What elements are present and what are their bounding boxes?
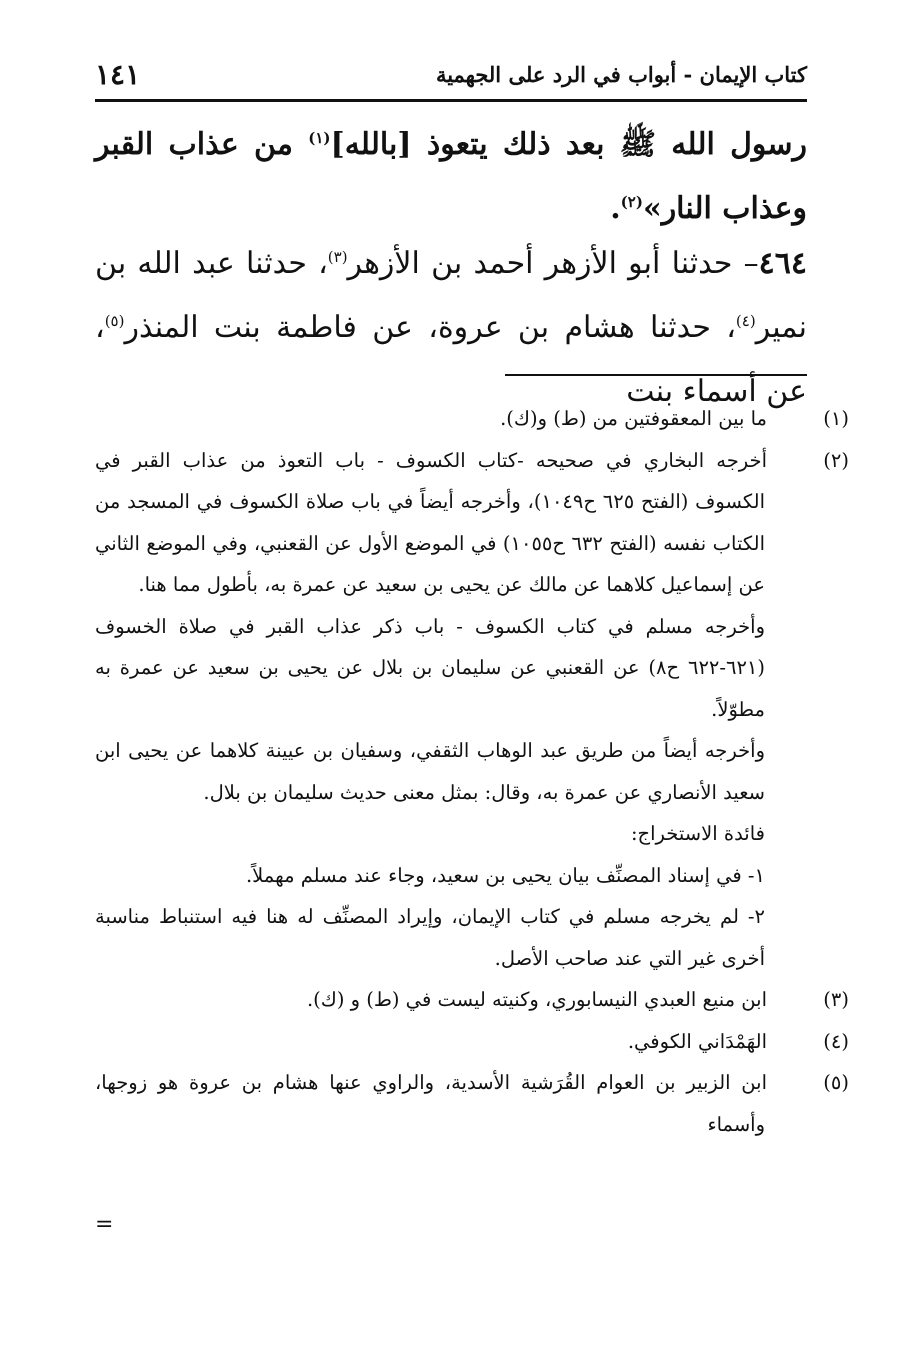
- footnote-5-number: (٥): [823, 1071, 849, 1094]
- hadith-part-1: حدثنا أبو الأزهر أحمد بن الأزهر: [347, 246, 733, 281]
- header-title: كتاب الإيمان - أبواب في الرد على الجهمية: [435, 62, 807, 87]
- quote-part-1: رسول الله ﷺ بعد ذلك يتعوذ [بالله]: [330, 127, 807, 162]
- footnote-ref-3: (٣): [327, 248, 348, 266]
- footnote-1: [95, 398, 849, 440]
- footnote-1-number: (١): [823, 407, 849, 430]
- hadith-part-4: ، عن أسماء بنت: [95, 310, 807, 409]
- hadith-paragraph: [95, 232, 807, 424]
- footnote-5: [95, 1062, 849, 1145]
- footnote-2-benefit-1: ١- في إسناد المصنِّف بيان يحيى بن سعيد، وجاء عند مسلم مهملاً.: [245, 863, 765, 887]
- footnote-divider: [505, 374, 807, 376]
- hadith-464: [95, 232, 807, 424]
- footnote-2-para-2: وأخرجه مسلم في كتاب الكسوف - باب ذكر عذاب القبر في صلاة الخسوف (٦٢١-٦٢٢ ح٨) عن القعنبي عن سليمان بن بلال عن يحيى بن سعيد عن عمرة به مطوّلاً.: [95, 614, 766, 721]
- footnote-2-para-1: أخرجه البخاري في صحيحه -كتاب الكسوف - باب التعوذ من عذاب القبر في الكسوف (الفتح ٦٢٥ ح١٠٤٩)، وأخرجه أيضاً في باب صلاة الكسوف في المسجد من الكتاب نفسه (الفتح ٦٣٢ ح١٠٥٥) في الموضع الأول عن القعنبي، وفي الموضع الثاني عن إسماعيل كلاهما عن مالك عن يحيى بن سعيد عن عمرة به، بأطول مما هنا.: [95, 448, 767, 596]
- footnote-2-benefit-2: ٢- لم يخرجه مسلم في كتاب الإيمان، وإيراد المصنِّف له هنا فيه استنباط مناسبة أخرى غير التي عند صاحب الأصل.: [95, 905, 765, 970]
- hadith-text-continuation: [95, 113, 807, 241]
- footnote-4-text: الهَمْدَاني الكوفي.: [627, 1029, 767, 1053]
- footnote-ref-5: (٥): [104, 312, 125, 330]
- quote-paragraph: [95, 113, 807, 241]
- hadith-part-2: ، حدثنا عبد الله بن نمير: [95, 246, 807, 345]
- footnote-3: [95, 979, 849, 1021]
- continuation-mark: =: [95, 1212, 114, 1237]
- footnote-ref-2: (٢): [620, 193, 643, 211]
- running-header: [95, 58, 807, 100]
- hadith-dash: –: [732, 246, 759, 281]
- footnote-3-number: (٣): [823, 988, 849, 1011]
- hadith-number: ٤٦٤: [758, 246, 807, 281]
- footnotes: [95, 398, 849, 1145]
- footnote-1-text: ما بين المعقوفتين من (ط) و(ك).: [500, 407, 767, 430]
- footnote-2: [95, 440, 849, 606]
- footnote-2-para-3: وأخرجه أيضاً من طريق عبد الوهاب الثقفي، وسفيان بن عيينة كلاهما عن يحيى ابن سعيد الأنصاري عن عمرة به، وقال: بمثل معنى حديث سليمان بن بلال.: [95, 739, 765, 804]
- hadith-part-3: ، حدثنا هشام بن عروة، عن فاطمة بنت المنذر: [124, 310, 736, 345]
- footnote-2-benefit-title: فائدة الاستخراج:: [630, 822, 765, 845]
- footnote-ref-4: (٤): [735, 312, 756, 330]
- footnote-5-text: ابن الزبير بن العوام القُرَشية الأسدية، والراوي عنها هشام بن عروة هو زوجها، وأسماء: [95, 1071, 767, 1136]
- footnote-2-number: (٢): [823, 448, 849, 472]
- footnote-ref-1: (١): [308, 129, 331, 147]
- footnote-4-number: (٤): [823, 1029, 849, 1053]
- quote-part-2: من عذاب القبر وعذاب النار»: [95, 127, 807, 226]
- quote-end: .: [610, 191, 621, 226]
- header-divider: [95, 99, 807, 102]
- footnote-4: [95, 1021, 849, 1063]
- page-number: ١٤١: [95, 58, 141, 91]
- footnote-3-text: ابن منيع العبدي النيسابوري، وكنيته ليست في (ط) و (ك).: [306, 988, 767, 1011]
